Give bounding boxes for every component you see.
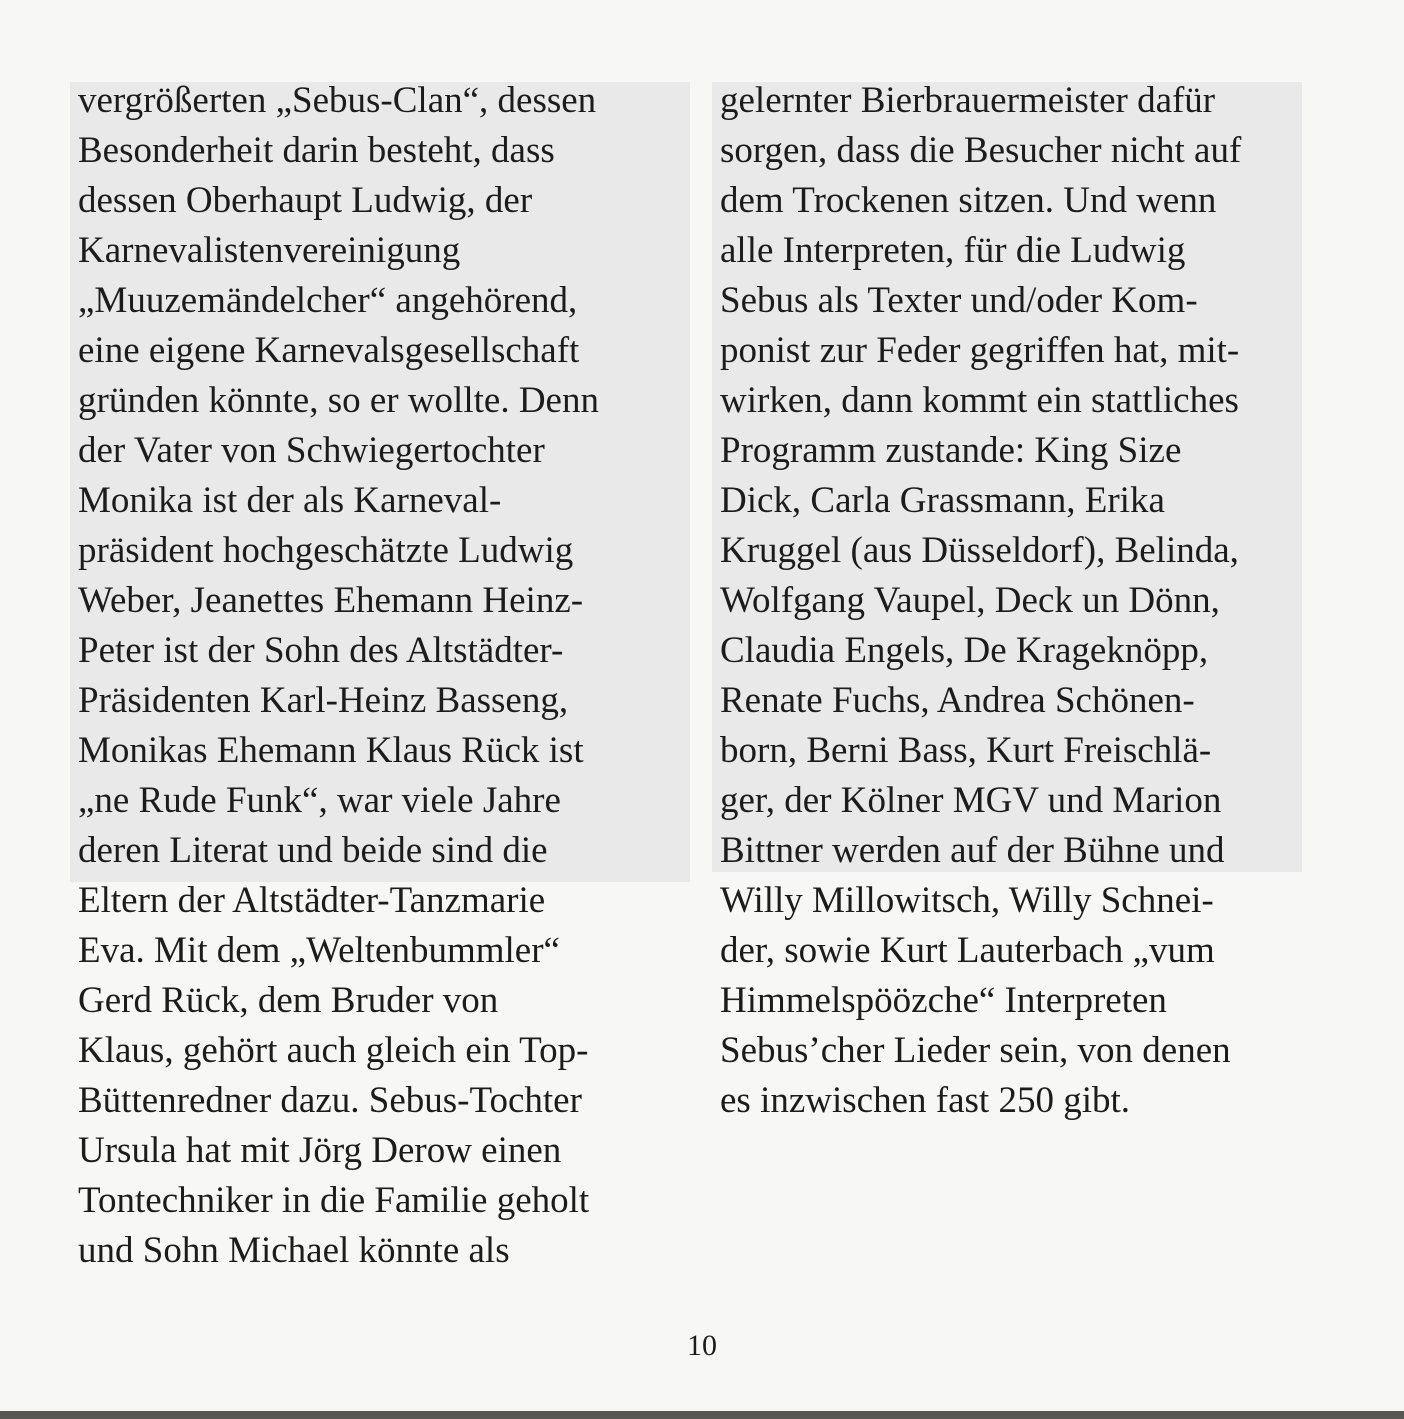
text-line: Himmelspöözche“ Interpreten bbox=[720, 980, 1167, 1021]
text-line: sorgen, dass die Besucher nicht auf bbox=[720, 130, 1242, 171]
text-line: gelernter Bierbrauermeister dafür bbox=[720, 80, 1216, 121]
text-line: dessen Oberhaupt Ludwig, der bbox=[78, 180, 533, 221]
text-line: alle Interpreten, für die Ludwig bbox=[720, 230, 1186, 271]
left-text-column bbox=[78, 76, 678, 1276]
text-line: Monikas Ehemann Klaus Rück ist bbox=[78, 730, 584, 771]
text-line: vergrößerten „Sebus-Clan“, dessen bbox=[78, 80, 597, 121]
page-bottom-edge bbox=[0, 1411, 1404, 1419]
text-line: Dick, Carla Grassmann, Erika bbox=[720, 480, 1165, 521]
text-line: Peter ist der Sohn des Altstädter- bbox=[78, 630, 564, 671]
text-line: Eltern der Altstädter-Tanzmarie bbox=[78, 880, 546, 921]
page-number: 10 bbox=[687, 1329, 717, 1362]
text-line: Wolfgang Vaupel, Deck un Dönn, bbox=[720, 580, 1220, 621]
text-line: es inzwischen fast 250 gibt. bbox=[720, 1080, 1130, 1121]
text-line: Kruggel (aus Düsseldorf), Belinda, bbox=[720, 530, 1239, 571]
text-line: eine eigene Karnevalsgesellschaft bbox=[78, 330, 580, 371]
text-line: Büttenredner dazu. Sebus-Tochter bbox=[78, 1080, 582, 1121]
text-line: ger, der Kölner MGV und Marion bbox=[720, 780, 1222, 821]
text-line: Sebus’cher Lieder sein, von denen bbox=[720, 1030, 1231, 1071]
text-line: Karnevalistenvereinigung bbox=[78, 230, 461, 271]
text-line: Ursula hat mit Jörg Derow einen bbox=[78, 1130, 562, 1171]
text-line: Programm zustande: King Size bbox=[720, 430, 1182, 471]
text-line: und Sohn Michael könnte als bbox=[78, 1230, 510, 1271]
text-line: Klaus, gehört auch gleich ein Top- bbox=[78, 1030, 589, 1071]
text-line: dem Trockenen sitzen. Und wenn bbox=[720, 180, 1217, 221]
text-line: Weber, Jeanettes Ehemann Heinz- bbox=[78, 580, 584, 621]
text-line: Präsidenten Karl-Heinz Basseng, bbox=[78, 680, 569, 721]
right-text-column bbox=[720, 76, 1320, 1126]
text-line: Monika ist der als Karneval- bbox=[78, 480, 502, 521]
text-line: Willy Millowitsch, Willy Schnei- bbox=[720, 880, 1214, 921]
text-line: der Vater von Schwiegertochter bbox=[78, 430, 545, 471]
text-line: born, Berni Bass, Kurt Freischlä- bbox=[720, 730, 1212, 771]
text-line: deren Literat und beide sind die bbox=[78, 830, 548, 871]
text-line: Tontechniker in die Familie geholt bbox=[78, 1180, 590, 1221]
text-line: Eva. Mit dem „Weltenbummler“ bbox=[78, 930, 560, 971]
text-line: Renate Fuchs, Andrea Schönen- bbox=[720, 680, 1195, 721]
text-line: Claudia Engels, De Krageknöpp, bbox=[720, 630, 1209, 671]
text-line: gründen könnte, so er wollte. Denn bbox=[78, 380, 599, 421]
text-line: präsident hochgeschätzte Ludwig bbox=[78, 530, 574, 571]
text-line: Sebus als Texter und/oder Kom- bbox=[720, 280, 1198, 321]
text-line: der, sowie Kurt Lauterbach „vum bbox=[720, 930, 1215, 971]
text-line: Gerd Rück, dem Bruder von bbox=[78, 980, 499, 1021]
text-line: „Muuzemändelcher“ angehörend, bbox=[78, 280, 578, 321]
text-line: wirken, dann kommt ein stattliches bbox=[720, 380, 1239, 421]
text-line: ponist zur Feder gegriffen hat, mit- bbox=[720, 330, 1240, 371]
text-line: „ne Rude Funk“, war viele Jahre bbox=[78, 780, 561, 821]
text-line: Bittner werden auf der Bühne und bbox=[720, 830, 1225, 871]
text-line: Besonderheit darin besteht, dass bbox=[78, 130, 555, 171]
